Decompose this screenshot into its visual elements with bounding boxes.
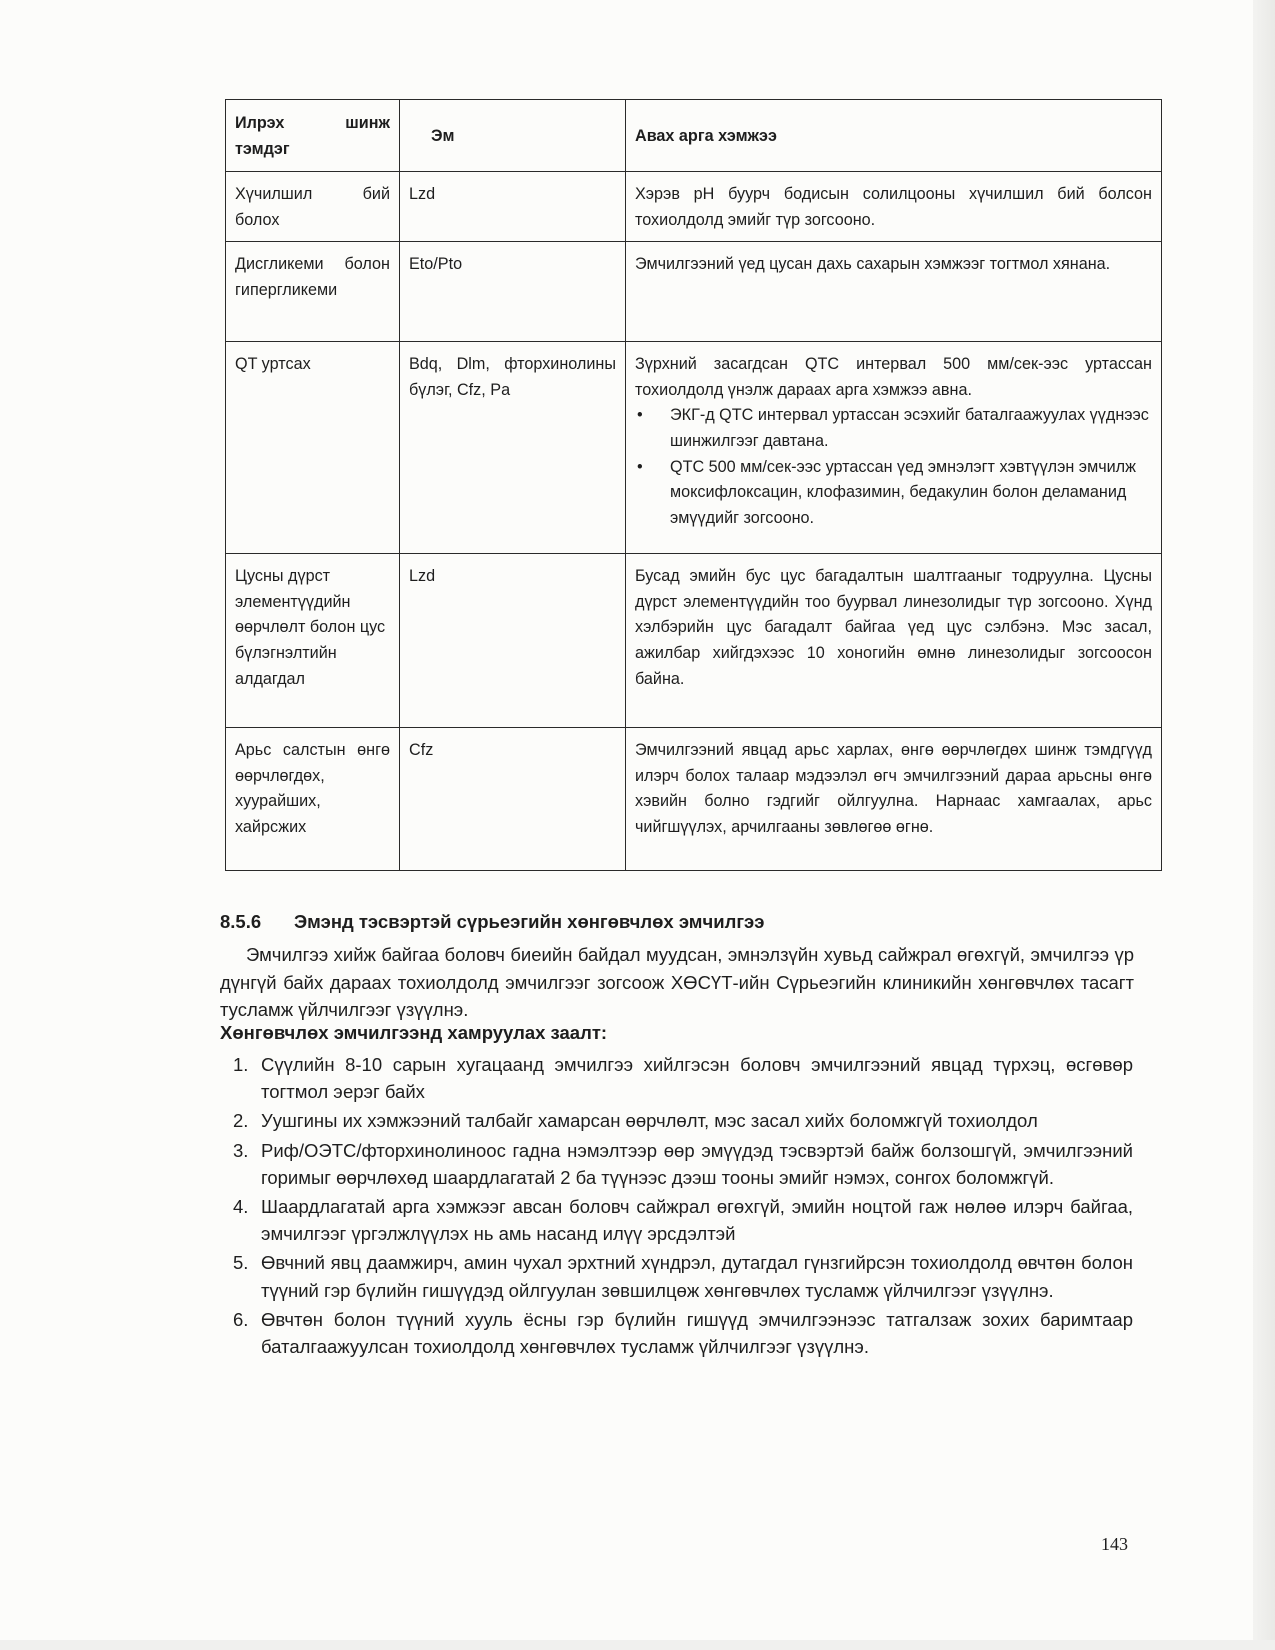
- page-number: 143: [1101, 1534, 1128, 1554]
- intro-paragraph: [220, 941, 1134, 1024]
- table-header-row: [226, 100, 1162, 172]
- list-item: 3. Риф/ОЭТС/фторхинолиноос гадна нэмэлтээр өөр эмүүдэд тэсвэртэй байж болзошгүй, эмчилгээний горимыг өөрчлөхөд шаардлагатай 2 ба түүнээс дээш тооны эмийг нэмэх, сонгох боломжгүй.: [233, 1139, 1133, 1188]
- table-row: [226, 342, 1162, 554]
- section-title: Эмэнд тэсвэртэй сүрьеэгийн хөнгөвчлөх эмчилгээ: [294, 911, 765, 932]
- list-item: 1. Сүүлийн 8-10 сарын хугацаанд эмчилгээ хийлгэсэн боловч эмчилгээний явцад түрхэц, өсгөвөр тогтмол эерэг байх: [233, 1054, 1133, 1103]
- action-text: Зүрхний засагдсан QTC интервал 500 мм/сек-ээс уртассан тохиолдолд үнэлж дараах арга хэмжээ авна.: [635, 355, 1152, 399]
- cell-symptom: Цусны дүрст элементүүдийн өөрчлөлт болон цус бүлэгнэлтийн алдагдал: [226, 554, 400, 728]
- scan-edge: [1253, 0, 1275, 1650]
- table-row: [226, 242, 1162, 342]
- scan-bottom-edge: [0, 1640, 1275, 1650]
- list-item: 2. Уушгины их хэмжээний талбайг хамарсан өөрчлөлт, мэс засал хийх боломжгүй тохиолдол: [233, 1110, 1038, 1132]
- cell-drug: Lzd: [400, 172, 626, 242]
- cell-drug: Lzd: [400, 554, 626, 728]
- header-drug: Эм: [400, 100, 626, 172]
- table-row: [226, 728, 1162, 871]
- indications-subheading: Хөнгөвчлөх эмчилгээнд хамруулах заалт:: [220, 1022, 608, 1043]
- cell-symptom: Арьс салстын өнгө өөрчлөгдөх, хуурайших, хайрсжих: [226, 728, 400, 871]
- header-symptom: Илрэх шинж тэмдэг: [226, 100, 400, 172]
- cell-action: Бусад эмийн бус цус багадалтын шалтгааныг тодруулна. Цусны дүрст элементүүдийн тоо буурвал линезолидыг түр зогсооно. Хүнд хэлбэрийн цус багадалт байгаа үед цус сэлбэнэ. Мэс засал, ажилбар хийгдэхээс 10 хоногийн өмнө линезолидыг зогсоосон байна.: [626, 554, 1162, 728]
- list-item: 5. Өвчний явц даамжирч, амин чухал эрхтний хүндрэл, дутагдал гүнзгийрсэн тохиолдолд өвчтөн болон түүний гэр бүлийн гишүүдэд ойлгуулан зөвшилцөж хөнгөвчлөх тусламж үйлчилгээг үзүүлнэ.: [233, 1252, 1133, 1301]
- cell-symptom: QT уртсах: [226, 342, 400, 554]
- table-row: [226, 172, 1162, 242]
- cell-symptom: Дисгликеми болон гипергликеми: [226, 242, 400, 342]
- indications-list: [233, 1051, 1133, 1362]
- header-action: Авах арга хэмжээ: [626, 100, 1162, 172]
- side-effects-table: [225, 99, 1162, 871]
- cell-drug: Bdq, Dlm, фторхинолины бүлэг, Cfz, Pa: [400, 342, 626, 554]
- cell-action: Эмчилгээний явцад арьс харлах, өнгө өөрчлөгдөх шинж тэмдгүүд илэрч болох талаар мэдээлэл өгч эмчилгээний дараа арьсны өнгө хэвийн болно гэдгийг ойлгуулна. Нарнаас хамгаалах, арьс чийгшүүлэх, арчилгааны зөвлөгөө өгнө.: [626, 728, 1162, 871]
- cell-action: [626, 342, 1162, 554]
- bullet-item: • QTC 500 мм/сек-ээс уртассан үед эмнэлэгт хэвтүүлэн эмчилж моксифлоксацин, клофазимин, бедакулин болон деламанид эмүүдийг зогсооно.: [635, 455, 1152, 532]
- bullet-item: • ЭКГ-д QTC интервал уртассан эсэхийг баталгаажуулах үүднээс шинжилгээг давтана.: [635, 403, 1152, 454]
- cell-action: Хэрэв pH буурч бодисын солилцооны хүчилшил бий болсон тохиолдолд эмийг түр зогсооно.: [626, 172, 1162, 242]
- intro-text: Эмчилгээ хийж байгаа боловч биеийн байдал муудсан, эмнэлзүйн хувьд сайжрал өгөхгүй, эмчилгээ үр дүнгүй байх дараах тохиолдолд эмчилгээг зогсоож ХӨСҮТ-ийн Сүрьеэгийн клиникийн хөнгөвчлөх тасагт тусламж үйлчилгээг үзүүлнэ.: [220, 944, 1134, 1020]
- action-bullets: [635, 403, 1152, 531]
- cell-drug: Eto/Pto: [400, 242, 626, 342]
- cell-drug: Cfz: [400, 728, 626, 871]
- section-number: 8.5.6: [220, 911, 262, 932]
- list-item: 6. Өвчтөн болон түүний хууль ёсны гэр бүлийн гишүүд эмчилгээнээс татгалзаж зохих баримтаар баталгаажуулсан тохиолдолд хөнгөвчлөх тусламж үйлчилгээг үзүүлнэ.: [233, 1308, 1133, 1358]
- list-item: 4. Шаардлагатай арга хэмжээг авсан боловч сайжрал өгөхгүй, эмийн ноцтой гаж нөлөө илэрч байгаа, эмчилгээг үргэлжлүүлэх нь амь насанд илүү эрсдэлтэй: [233, 1196, 1133, 1245]
- cell-symptom: Хүчилшил бий болох: [226, 172, 400, 242]
- cell-action: Эмчилгээний үед цусан дахь сахарын хэмжээг тогтмол хянана.: [626, 242, 1162, 342]
- table-row: [226, 554, 1162, 728]
- section-heading: [220, 911, 764, 933]
